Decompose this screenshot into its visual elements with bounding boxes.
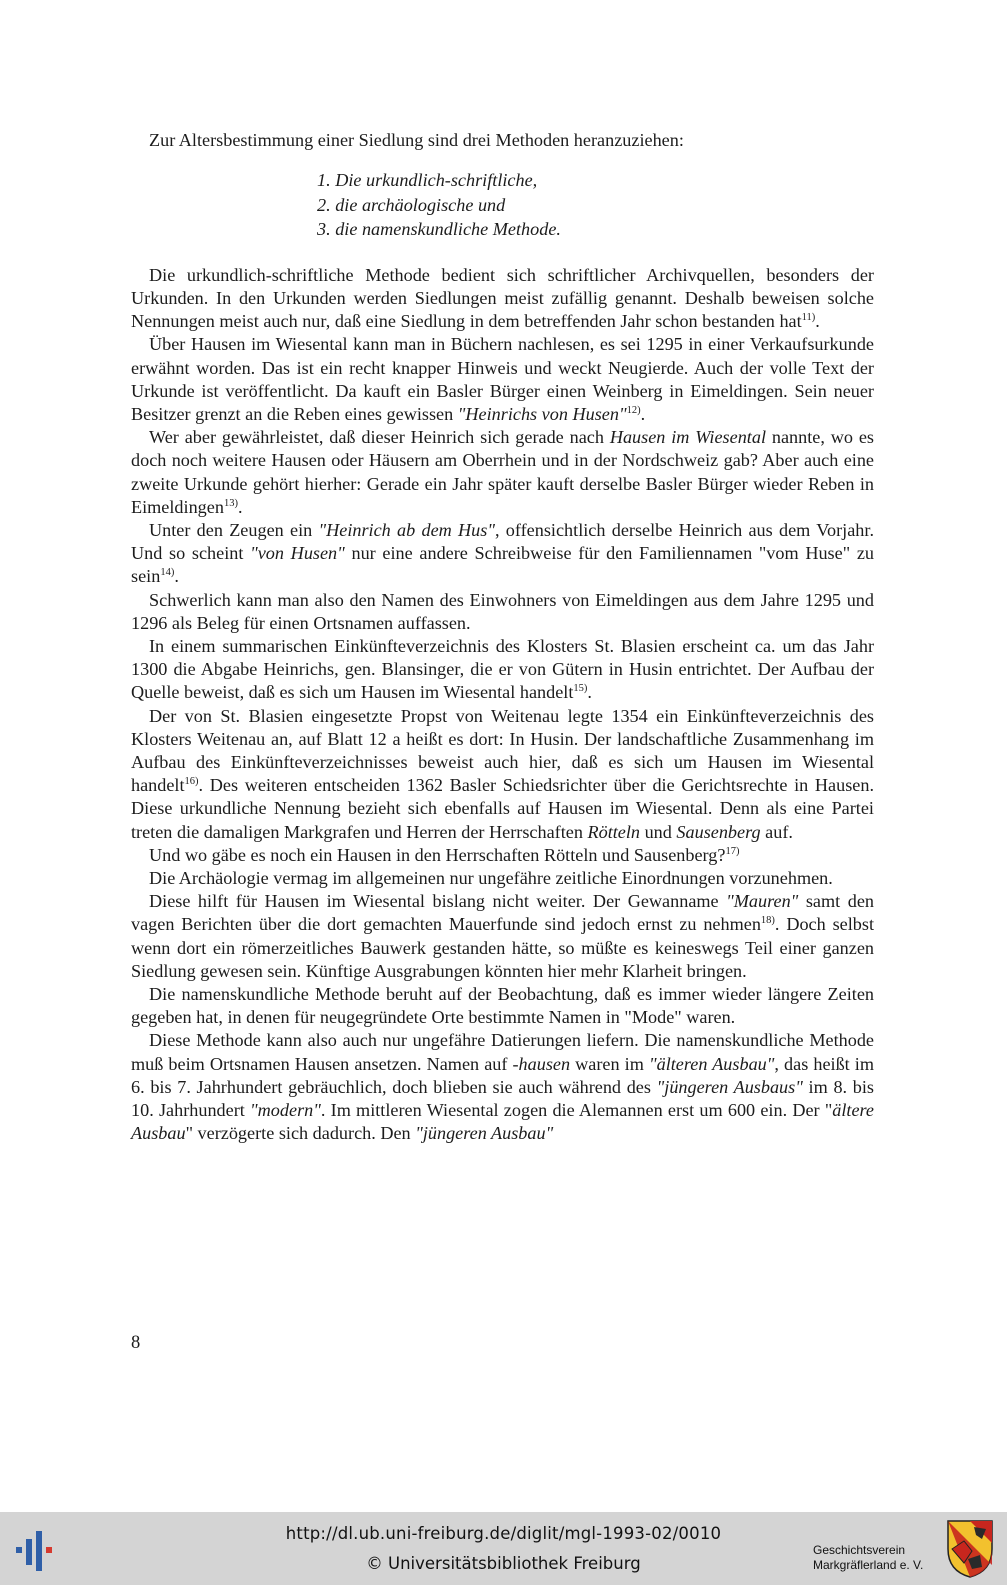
source-url-link[interactable]: http://dl.ub.uni-freiburg.de/diglit/mgl-1993-02/0010 [285,1524,722,1543]
body-text [131,129,874,1145]
paragraph: Diese hilft für Hausen im Wiesental bislang nicht weiter. Der Gewanname "Mauren" samt den vagen Berichten über die dort gemachten Mauerfunde sind jedoch ernst zu nehmen$^{18)}$. Doch selbst wenn dort ein römerzeitliches Bauwerk gestanden hätte, so müßte es keineswegs Teil einer ganzen Siedlung gewesen sein. Künftige Ausgrabungen könnten hier mehr Klarheit bringen. [131,891,875,981]
footnote-ref[interactable]: 13) [223,497,238,509]
footer-bar [0,1512,1007,1585]
paragraph: Über Hausen im Wiesental kann man in Büchern nachlesen, es sei 1295 in einer Verkaufsurkunde erwähnt worden. Das ist ein recht knapper Hinweis und weckt Neugierde. Auch der volle Text der Urkunde ist veröffentlicht. Da kauft ein Basler Bürger einen Weinberg in Eimeldingen. Sein neuer Besitzer grenzt an die Reben eines gewissen "Heinrichs von Husen"$^{12)}$. [131,334,874,424]
page-number: 8 [131,1333,141,1353]
method-item: 2. die archäologische und [317,194,506,215]
society-name: Geschichtsverein Markgräflerland e. V. [813,1543,924,1572]
paragraph: Die Archäologie vermag im allgemeinen nur ungefähre zeitliche Einordnungen vorzunehmen. [149,867,833,888]
paragraph: Schwerlich kann man also den Namen des Einwohners von Eimeldingen aus dem Jahre 1295 und 1296 als Beleg für einen Ortsnamen auffassen. [131,589,874,633]
paragraph: Die namenskundliche Methode beruht auf der Beobachtung, daß es immer wieder längere Zeiten gegeben hat, in denen für neugegründete Orte bestimmte Namen in "Mode" waren. [131,984,874,1028]
footnote-ref[interactable]: 18) [760,915,775,927]
paragraph: Die urkundlich-schriftliche Methode bedient sich schriftlicher Archivquellen, besonders der Urkunden. In den Urkunden werden Siedlungen meist zufällig genannt. Deshalb beweisen solche Nennungen meist auch nur, daß eine Siedlung in dem betreffenden Jahr schon bestanden hat$^{11)}$. [131,264,874,332]
footnote-ref[interactable]: 17) [725,845,740,857]
intro-paragraph: Zur Altersbestimmung einer Siedlung sind drei Methoden heranzuziehen: [149,130,684,150]
footnote-ref[interactable]: 15) [573,683,588,695]
paragraph: Diese Methode kann also auch nur ungefähre Datierungen liefern. Die namenskundliche Methode muß beim Ortsnamen Hausen ansetzen. Namen auf -hausen waren im "älteren Ausbau", das heißt im 6. bis 7. Jahrhundert gebräuchlich, doch blieben sie auch während des "jüngeren Ausbaus" im 8. bis 10. Jahrhundert "modern". Im mittleren Wiesental zogen die Alemannen erst um 600 ein. Der "ältere Ausbau" verzögerte sich dadurch. Den "jüngeren Ausbau" [131,1030,874,1144]
footnote-ref[interactable]: 11) [801,312,816,324]
paragraph: Wer aber gewährleistet, daß dieser Heinrich sich gerade nach Hausen im Wiesental nannte, wo es doch noch weitere Hausen oder Häusern am Oberrhein und in der Nordschweiz gab? Aber auch eine zweite Urkunde gehört hierher: Gerade ein Jahr später kauft derselbe Basler Bürger wieder Reben in Eimeldingen$^{13)}$. [131,427,875,517]
method-item: 1. Die urkundlich-schriftliche, [317,170,538,191]
methods-list [317,168,874,242]
footnote-ref[interactable]: 14) [160,567,175,579]
footnote-ref[interactable]: 12) [626,404,641,416]
method-item: 3. die namenskundliche Methode. [317,219,561,240]
paragraph: Und wo gäbe es noch ein Hausen in den Herrschaften Rötteln und Sausenberg?$^{17)}$ [149,844,740,865]
paragraph: In einem summarischen Einkünfteverzeichnis des Klosters St. Blasien erscheint ca. um das Jahr 1300 die Abgabe Heinrichs, gen. Blansinger, die er von Gütern in Husin entrichtet. Der Aufbau der Quelle beweist, daß es sich um Hausen im Wiesental handelt$^{15)}$. [131,635,874,703]
paragraph: Der von St. Blasien eingesetzte Propst von Weitenau legte 1354 ein Einkünfteverzeichnis des Klosters Weitenau an, auf Blatt 12 a heißt es dort: In Husin. Der landschaftliche Zusammenhang im Aufbau des Einkünfteverzeichnisses beweist auch hier, daß es sich um Hausen im Wiesental handelt$^{16)}$. Des weiteren entscheiden 1362 Basler Schiedsrichter über die Gerichtsrechte in Hausen. Diese urkundliche Nennung bezieht sich ebenfalls auf Hausen im Wiesental. Denn als eine Partei treten die damaligen Markgrafen und Herren der Herrschaften Rötteln und Sausenberg auf. [131,705,874,842]
coat-of-arms-icon [946,1519,994,1579]
copyright-text: © Universitätsbibliothek Freiburg [366,1554,641,1573]
footnote-ref[interactable]: 16) [184,776,199,788]
paragraph: Unter den Zeugen ein "Heinrich ab dem Hus", offensichtlich derselbe Heinrich aus dem Vorjahr. Und so scheint "von Husen" nur eine andere Schreibweise für den Familiennamen "vom Huse" zu sein$^{14)}$. [131,519,874,587]
